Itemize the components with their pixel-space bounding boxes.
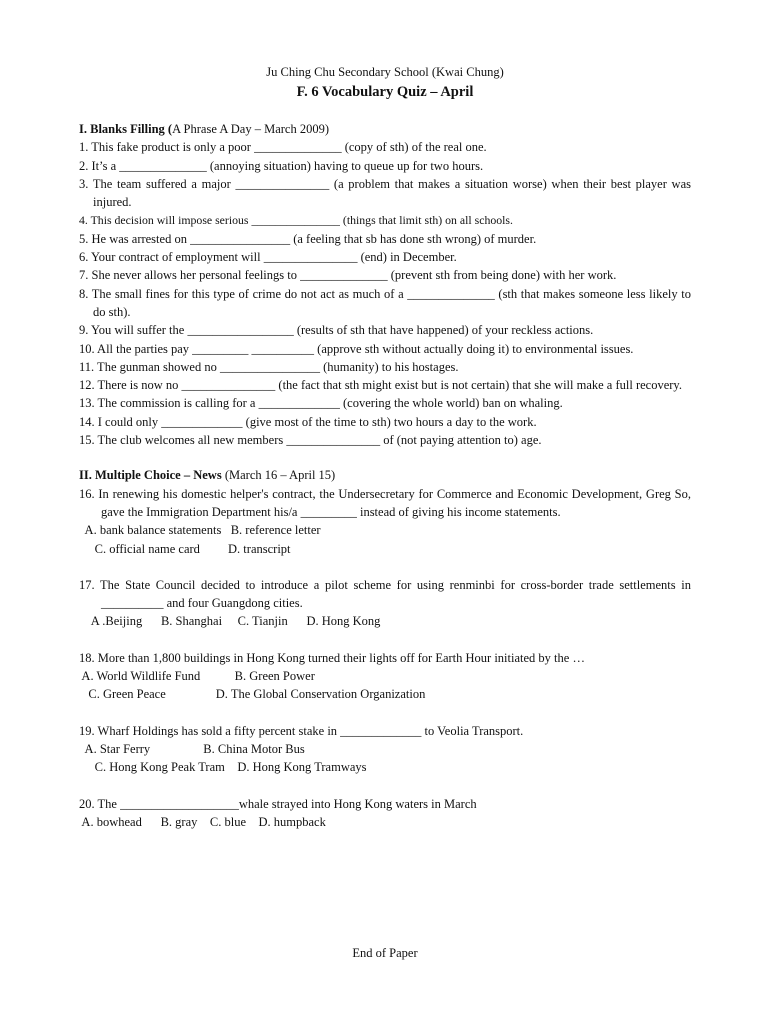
blank-item-15: 15. The club welcomes all new members _______________ of (not paying attention to) age. bbox=[79, 433, 542, 448]
spacer bbox=[79, 777, 691, 795]
section-1-heading-bold: I. Blanks Filling ( bbox=[79, 122, 173, 136]
blank-item-7: 7. She never allows her personal feelings to ______________ (prevent sth from being done) with her work. bbox=[79, 268, 617, 283]
blank-item-3: 3. The team suffered a major _______________ (a problem that makes a situation worse) when their best player was injured. bbox=[79, 176, 691, 210]
blank-item-11: 11. The gunman showed no ________________ (humanity) to his hostages. bbox=[79, 359, 459, 374]
quiz-page bbox=[79, 62, 691, 960]
blank-item-1: 1. This fake product is only a poor ______________ (copy of sth) of the real one. bbox=[79, 140, 487, 155]
mc-question-17: 17. The State Council decided to introduce a pilot scheme for using renminbi for cross-border trade settlements in __________ and four Guangdong cities. bbox=[79, 577, 691, 611]
blank-item-10: 10. All the parties pay _________ __________ (approve sth without actually doing it) to environmental issues. bbox=[79, 341, 634, 356]
mc-options-16-row-1: A. bank balance statements B. reference letter bbox=[79, 523, 321, 538]
blank-item-9: 9. You will suffer the _________________ (results of sth that have happened) of your reckless actions. bbox=[79, 323, 594, 338]
blank-item-14: 14. I could only _____________ (give most of the time to sth) two hours a day to the work. bbox=[79, 414, 537, 429]
quiz-title: F. 6 Vocabulary Quiz – April bbox=[296, 84, 474, 100]
spacer bbox=[79, 704, 691, 722]
section-1-heading-rest: A Phrase A Day – March 2009) bbox=[172, 122, 330, 136]
section-2-heading-bold: II. Multiple Choice – News bbox=[79, 468, 222, 483]
mc-options-20-row-1: A. bowhead B. gray C. blue D. humpback bbox=[79, 814, 326, 829]
blank-item-5: 5. He was arrested on ________________ (a feeling that sb has done sth wrong) of murder. bbox=[79, 231, 537, 246]
mc-options-17-row-1: A .Beijing B. Shanghai C. Tianjin D. Hong Kong bbox=[79, 614, 381, 629]
mc-options-19-row-1: A. Star Ferry B. China Motor Bus bbox=[79, 741, 305, 756]
school-name: Ju Ching Chu Secondary School (Kwai Chung) bbox=[266, 65, 504, 79]
section-1-heading bbox=[79, 120, 691, 138]
mc-question-16: 16. In renewing his domestic helper's contract, the Undersecretary for Commerce and Economic Development, Greg So, gave the Immigration Department his/a _________ instead of giving his income statements. bbox=[79, 486, 691, 519]
blank-item-4: 4. This decision will impose serious _______________ (things that limit sth) on all schools. bbox=[79, 213, 513, 228]
blank-item-13: 13. The commission is calling for a _____________ (covering the whole world) ban on whaling. bbox=[79, 396, 563, 411]
blank-item-2: 2. It’s a ______________ (annoying situation) having to queue up for two hours. bbox=[79, 158, 484, 173]
mc-options-18-row-2: C. Green Peace D. The Global Conservation Organization bbox=[79, 687, 426, 702]
section-2-heading bbox=[79, 466, 691, 484]
end-of-paper: End of Paper bbox=[352, 946, 418, 960]
mc-question-18: 18. More than 1,800 buildings in Hong Kong turned their lights off for Earth Hour initiated by the … bbox=[79, 650, 585, 665]
mc-options-19-row-2: C. Hong Kong Peak Tram D. Hong Kong Tramways bbox=[79, 760, 367, 775]
mc-options-18-row-1: A. World Wildlife Fund B. Green Power bbox=[79, 669, 315, 684]
blank-item-8: 8. The small fines for this type of crime do not act as much of a ______________ (sth that makes someone less likely to do sth). bbox=[79, 286, 691, 319]
mc-question-19: 19. Wharf Holdings has sold a fifty percent stake in _____________ to Veolia Transport. bbox=[79, 723, 524, 738]
section-2-heading-rest: (March 16 – April 15) bbox=[221, 468, 336, 483]
blank-item-12: 12. There is now no _______________ (the fact that sth might exist but is not certain) that she will make a full recovery. bbox=[79, 378, 682, 393]
spacer bbox=[79, 558, 691, 576]
blank-item-6: 6. Your contract of employment will _______________ (end) in December. bbox=[79, 250, 457, 265]
mc-options-16-row-2: C. official name card D. transcript bbox=[79, 541, 291, 556]
spacer bbox=[79, 631, 691, 649]
mc-question-20: 20. The ___________________whale strayed into Hong Kong waters in March bbox=[79, 796, 477, 811]
